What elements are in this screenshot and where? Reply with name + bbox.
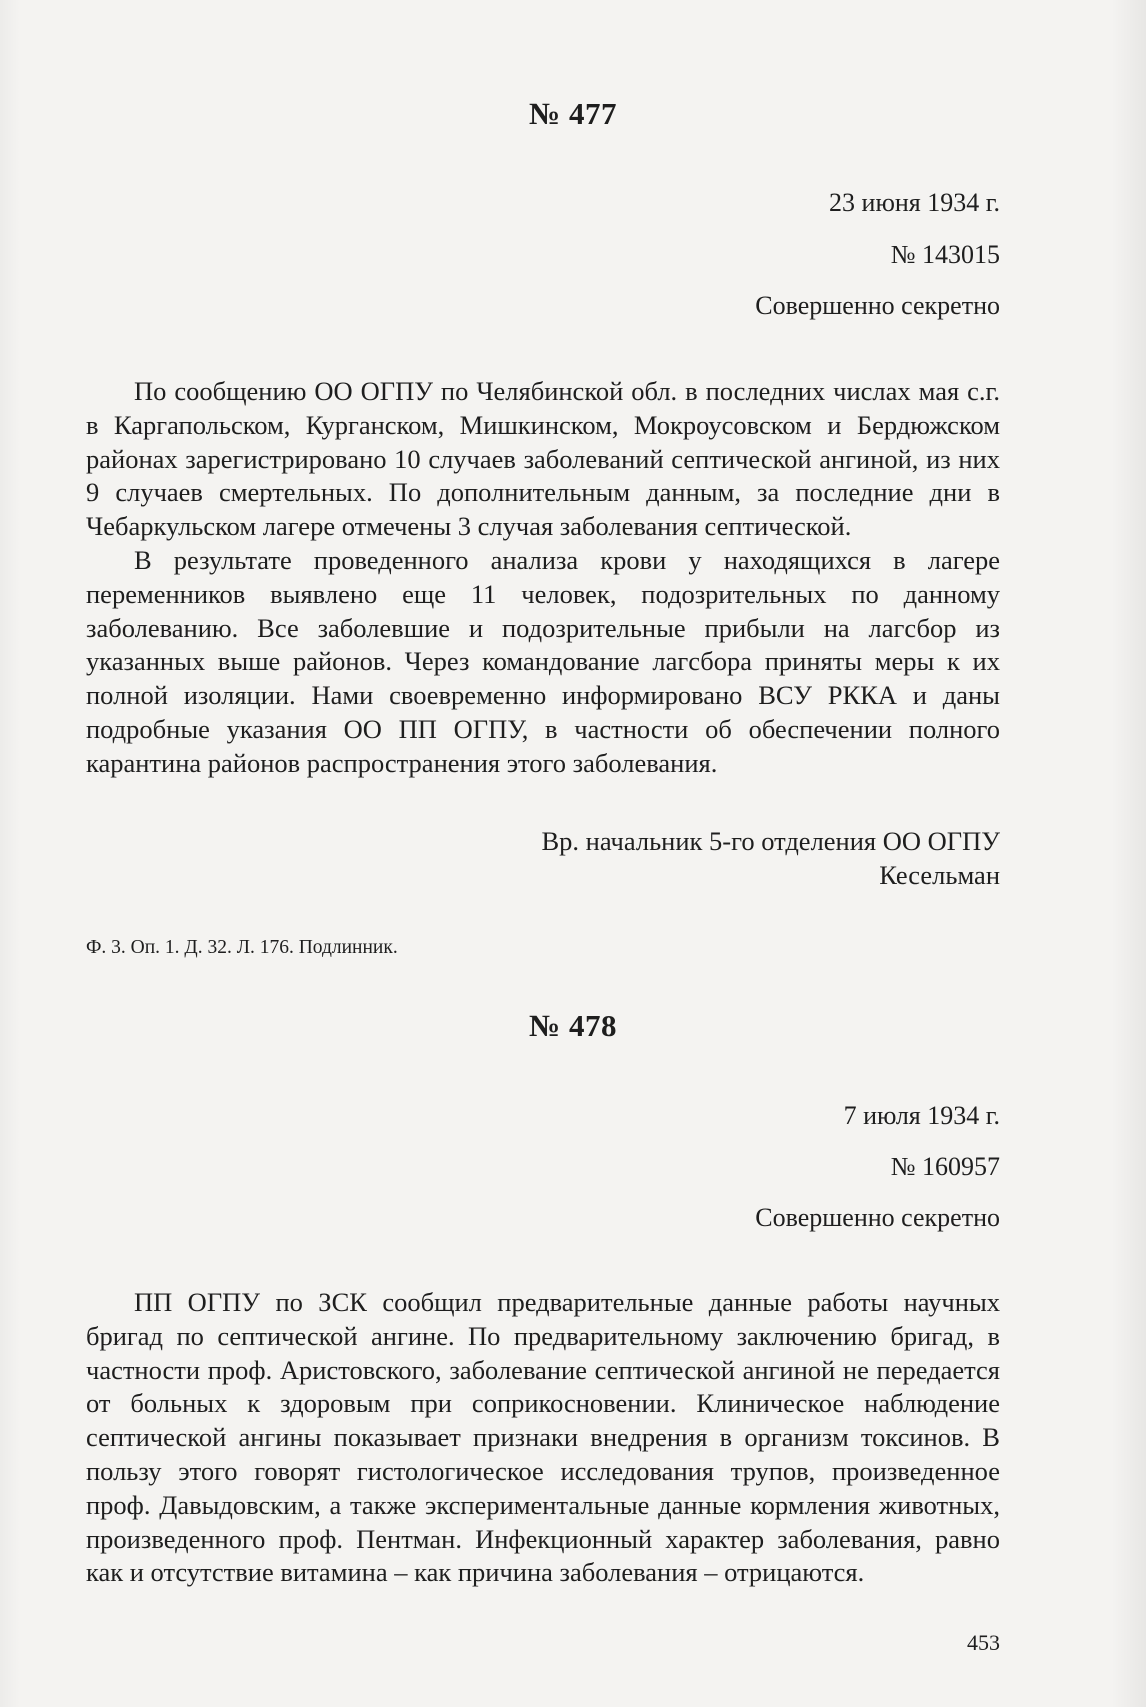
registration-number-477: № 143015	[890, 240, 1000, 269]
document-number-477: № 477	[529, 96, 617, 131]
signature-name: Кесельман	[879, 860, 1000, 890]
classification-stamp-477: Совершенно секретно	[755, 291, 1000, 320]
page-number: 453	[967, 1630, 1000, 1655]
paragraph: ПП ОГПУ по ЗСК сообщил предварительные данные работы научных бригад по септической ангине. По предварительному заключению бригад, в частности проф. Аристовского, заболевание септической ангиной не передается от больных к здоровым при соприкосновении. Клиническое наблюдение септической ангины показывает признаки внедрения в организм токсинов. В пользу этого говорят гистологическое исследования трупов, произведенное проф. Давыдовским, а также экспериментальные данные кормления животных, произведенного проф. Пентман. Инфекционный характер заболевания, равно как и отсутствие витамина – как причина заболевания – отрицаются.	[86, 1287, 1000, 1588]
signature-block-477	[541, 824, 1000, 892]
document-number-478: № 478	[529, 1008, 617, 1043]
document-date-478: 7 июля 1934 г.	[843, 1101, 1000, 1130]
archive-source-reference: Ф. 3. Оп. 1. Д. 32. Л. 176. Подлинник.	[86, 937, 398, 958]
classification-stamp-478: Совершенно секретно	[755, 1203, 1000, 1232]
document-date-477: 23 июня 1934 г.	[829, 188, 1000, 217]
paragraph: По сообщению ОО ОГПУ по Челябинской обл. в последних числах мая с.г. в Каргапольском, Курганском, Мишкинском, Мокроусовском и Бердюжском районах зарегистрировано 10 случаев заболеваний септической ангиной, из них 9 случаев смертельных. По дополнительным данным, за последние дни в Чебаркульском лагере отмечены 3 случая заболевания септической.	[86, 376, 1000, 542]
document-body-478	[86, 1286, 1000, 1590]
registration-number-478: № 160957	[890, 1152, 1000, 1181]
document-body-477	[86, 375, 1000, 781]
signature-title: Вр. начальник 5-го отделения ОО ОГПУ	[541, 826, 1000, 856]
paragraph: В результате проведенного анализа крови у находящихся в лагере переменников выявлено еще 11 человек, подозрительных по данному заболеванию. Все заболевшие и подозрительные прибыли на лагсбор из указанных выше районов. Через командование лагсбора приняты меры к их полной изоляции. Нами своевременно информировано ВСУ РККА и даны подробные указания ОО ПП ОГПУ, в частности об обеспечении полного карантина районов распространения этого заболевания.	[86, 544, 1000, 778]
